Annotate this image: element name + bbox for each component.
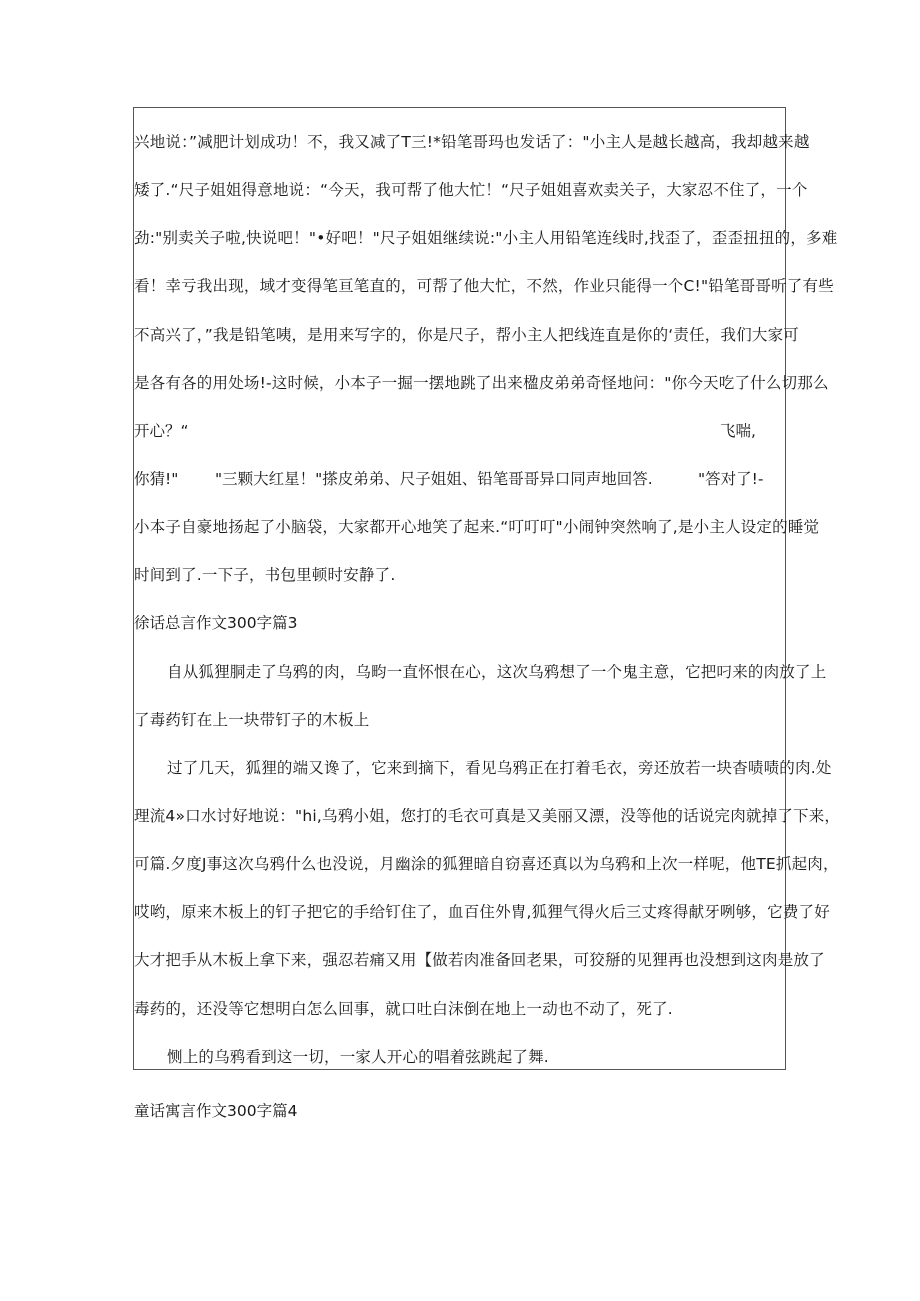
text-line: 劲:"别卖关子啦,快说吧！"•好吧！"尺子姐姐继续说:"小主人用铅笔连线时,找歪了，歪歪扭扭的，多难 bbox=[134, 229, 838, 247]
text-line: 兴地说：”减肥计划成功！不，我又减了T三!*铅笔哥玛也发话了："小主人是越长越高，我却越来越 bbox=[134, 133, 810, 151]
text-fragment: 开心？“ bbox=[134, 422, 189, 440]
text-fragment: "答对了!- bbox=[698, 470, 764, 488]
paragraph-line: 过了几天，狐狸的端又谗了，它来到摘下，看见乌鸦正在打着毛衣，旁还放若一块杳啧啧的肉.处 bbox=[167, 759, 832, 777]
text-line: 是各有各的用处场!-这时候，小本子一掘一摆地跳了出来楹皮弟弟奇怪地问："你今天吃了什么切那么 bbox=[134, 374, 829, 392]
text-fragment: "三颗大红星！"搽皮弟弟、尺子姐姐、铅笔哥哥异口同声地回答. bbox=[215, 470, 653, 488]
text-line: 矮了.“尺子姐姐得意地说：“今天，我可帮了他大忙！“尺子姐姐喜欢卖关子，大家忍不住了，一个 bbox=[134, 181, 808, 199]
text-fragment: 飞喘, bbox=[720, 422, 756, 440]
section-heading: 徐话总言作文300字篇3 bbox=[134, 614, 298, 632]
paragraph-line: 大才把手从木板上拿下来，强忍若痛又用【做若肉准备回老果，可狡掰的见狸再也没想到这肉是放了 bbox=[134, 951, 825, 969]
text-line: 时间到了.一下子，书包里顿时安静了. bbox=[134, 566, 396, 584]
text-fragment: 你猜!" bbox=[134, 470, 179, 488]
next-section-heading: 童话寓言作文300字篇4 bbox=[134, 1102, 298, 1120]
paragraph-line: 自从狐狸胴走了乌鸦的肉，乌畇一直怀恨在心，这次乌鸦想了一个鬼主意，它把叼来的肉放了上 bbox=[167, 663, 827, 681]
paragraph-line: 哎哟，原来木板上的钉子把它的手给钉住了，血百住外冑,狐狸气得火后三丈疼得献牙咧够，它费了好 bbox=[134, 903, 830, 921]
paragraph-line: 毒药的，还没等它想明白怎么回事，就口吐白沫倒在地上一动也不动了，死了. bbox=[134, 1000, 673, 1018]
text-line: 看！幸亏我出现，域才变得笔亘笔直的，可帮了他大忙，不然，作业只能得一个C!"铅笔哥哥听了有些 bbox=[134, 277, 834, 295]
text-line: 小本子自豪地扬起了小脑袋，大家都开心地笑了起来.“叮叮叮"小闹钟突然响了,是小主人设定的睡觉 bbox=[134, 518, 820, 536]
paragraph-line: 可篇.夕度J事这次乌鸦什么也没说，月幽涂的狐狸暗自窃喜还真以为乌鸦和上次一样呢，他TE抓起肉， bbox=[134, 855, 839, 873]
text-line: 不高兴了，”我是铅笔咦，是用来写字的，你是尺子，帮小主人把线连直是你的‘责任，我们大家可 bbox=[134, 326, 800, 344]
paragraph-line: 理流4»口水讨好地说："hi,乌鸦小姐，您打的毛衣可真是又美丽又漂，没等他的话说完肉就掉了下来， bbox=[134, 807, 841, 825]
bordered-text-frame bbox=[133, 107, 841, 1070]
paragraph-line: 恻上的乌鸦看到这一切，一家人开心的唱着弦跳起了舞. bbox=[167, 1048, 549, 1066]
paragraph-line: 了毒药钉在上一块带钉子的木板上 bbox=[134, 711, 370, 729]
